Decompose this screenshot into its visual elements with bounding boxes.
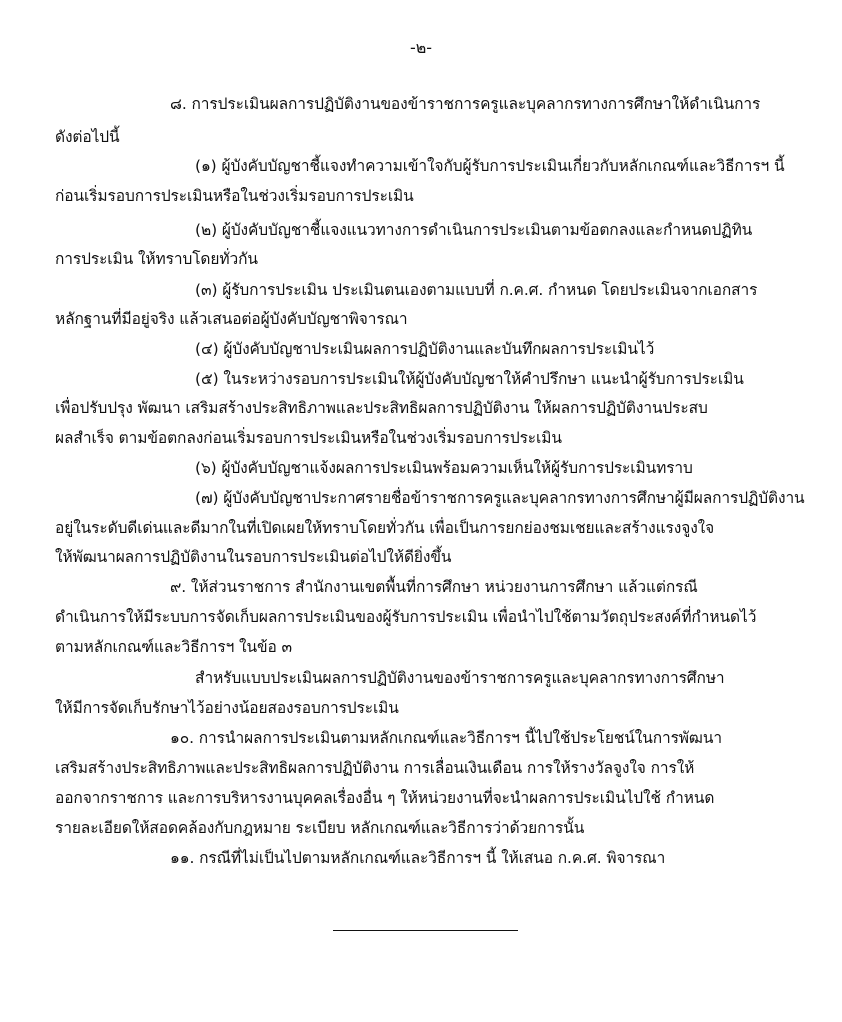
text-line: ผลสำเร็จ ตามข้อตกลงก่อนเริ่มรอบการประเมินหรือในช่วงเริ่มรอบการประเมิน (55, 429, 562, 447)
text-line: ๑๐. การนำผลการประเมินตามหลักเกณฑ์และวิธีการฯ นี้ไปใช้ประโยชน์ในการพัฒนา (170, 729, 722, 747)
text-line: (๔) ผู้บังคับบัญชาประเมินผลการปฏิบัติงานและบันทึกผลการประเมินไว้ (195, 340, 655, 358)
text-line: (๒) ผู้บังคับบัญชาชี้แจงแนวทางการดำเนินการประเมินตามข้อตกลงและกำหนดปฏิทิน (195, 221, 753, 239)
text-line: เพื่อปรับปรุง พัฒนา เสริมสร้างประสิทธิภาพและประสิทธิผลการปฏิบัติงาน ให้ผลการปฏิบัติงานประสบ (55, 399, 708, 417)
text-line: (๕) ในระหว่างรอบการประเมินให้ผู้บังคับบัญชาให้คำปรึกษา แนะนำผู้รับการประเมิน (195, 370, 744, 388)
text-line: สำหรับแบบประเมินผลการปฏิบัติงานของข้าราชการครูและบุคลากรทางการศึกษา (195, 669, 725, 687)
text-line: (๖) ผู้บังคับบัญชาแจ้งผลการประเมินพร้อมความเห็นให้ผู้รับการประเมินทราบ (195, 459, 693, 477)
text-line: ๑๑. กรณีที่ไม่เป็นไปตามหลักเกณฑ์และวิธีการฯ นี้ ให้เสนอ ก.ค.ศ. พิจารณา (170, 849, 666, 867)
text-line: การประเมิน ให้ทราบโดยทั่วกัน (55, 250, 258, 268)
text-line: ๘. การประเมินผลการปฏิบัติงานของข้าราชการครูและบุคลากรทางการศึกษาให้ดำเนินการ (170, 95, 761, 113)
text-line: ก่อนเริ่มรอบการประเมินหรือในช่วงเริ่มรอบการประเมิน (55, 187, 414, 205)
text-line: ๙. ให้ส่วนราชการ สำนักงานเขตพื้นที่การศึกษา หน่วยงานการศึกษา แล้วแต่กรณี (170, 578, 698, 596)
text-line: (๑) ผู้บังคับบัญชาชี้แจงทำความเข้าใจกับผู้รับการประเมินเกี่ยวกับหลักเกณฑ์และวิธีการฯ นี้ (195, 157, 785, 175)
end-rule (333, 930, 518, 931)
text-line: อยู่ในระดับดีเด่นและดีมากในที่เปิดเผยให้ทราบโดยทั่วกัน เพื่อเป็นการยกย่องชมเชยและสร้างแรงจูงใจ (55, 519, 715, 537)
text-line: ดำเนินการให้มีระบบการจัดเก็บผลการประเมินของผู้รับการประเมิน เพื่อนำไปใช้ตามวัตถุประสงค์ที่กำหนดไว้ (55, 608, 757, 626)
text-line: ให้พัฒนาผลการปฏิบัติงานในรอบการประเมินต่อไปให้ดียิ่งขึ้น (55, 548, 452, 566)
page-number: -๒- (409, 38, 433, 57)
text-line: เสริมสร้างประสิทธิภาพและประสิทธิผลการปฏิบัติงาน การเลื่อนเงินเดือน การให้รางวัลจูงใจ การให้ (55, 759, 695, 777)
text-line: ออกจากราชการ และการบริหารงานบุคคลเรื่องอื่น ๆ ให้หน่วยงานที่จะนำผลการประเมินไปใช้ กำหนด (55, 789, 715, 807)
text-line: รายละเอียดให้สอดคล้องกับกฎหมาย ระเบียบ หลักเกณฑ์และวิธีการว่าด้วยการนั้น (55, 819, 585, 837)
text-line: (๓) ผู้รับการประเมิน ประเมินตนเองตามแบบที่ ก.ค.ศ. กำหนด โดยประเมินจากเอกสาร (195, 281, 758, 299)
text-line: ให้มีการจัดเก็บรักษาไว้อย่างน้อยสองรอบการประเมิน (55, 699, 399, 717)
text-line: ดังต่อไปนี้ (55, 128, 120, 146)
text-line: (๗) ผู้บังคับบัญชาประกาศรายชื่อข้าราชการครูและบุคลากรทางการศึกษาผู้มีผลการปฏิบัติงาน (195, 489, 805, 507)
text-line: หลักฐานที่มีอยู่จริง แล้วเสนอต่อผู้บังคับบัญชาพิจารณา (55, 310, 408, 328)
text-line: ตามหลักเกณฑ์และวิธีการฯ ในข้อ ๓ (55, 638, 293, 656)
